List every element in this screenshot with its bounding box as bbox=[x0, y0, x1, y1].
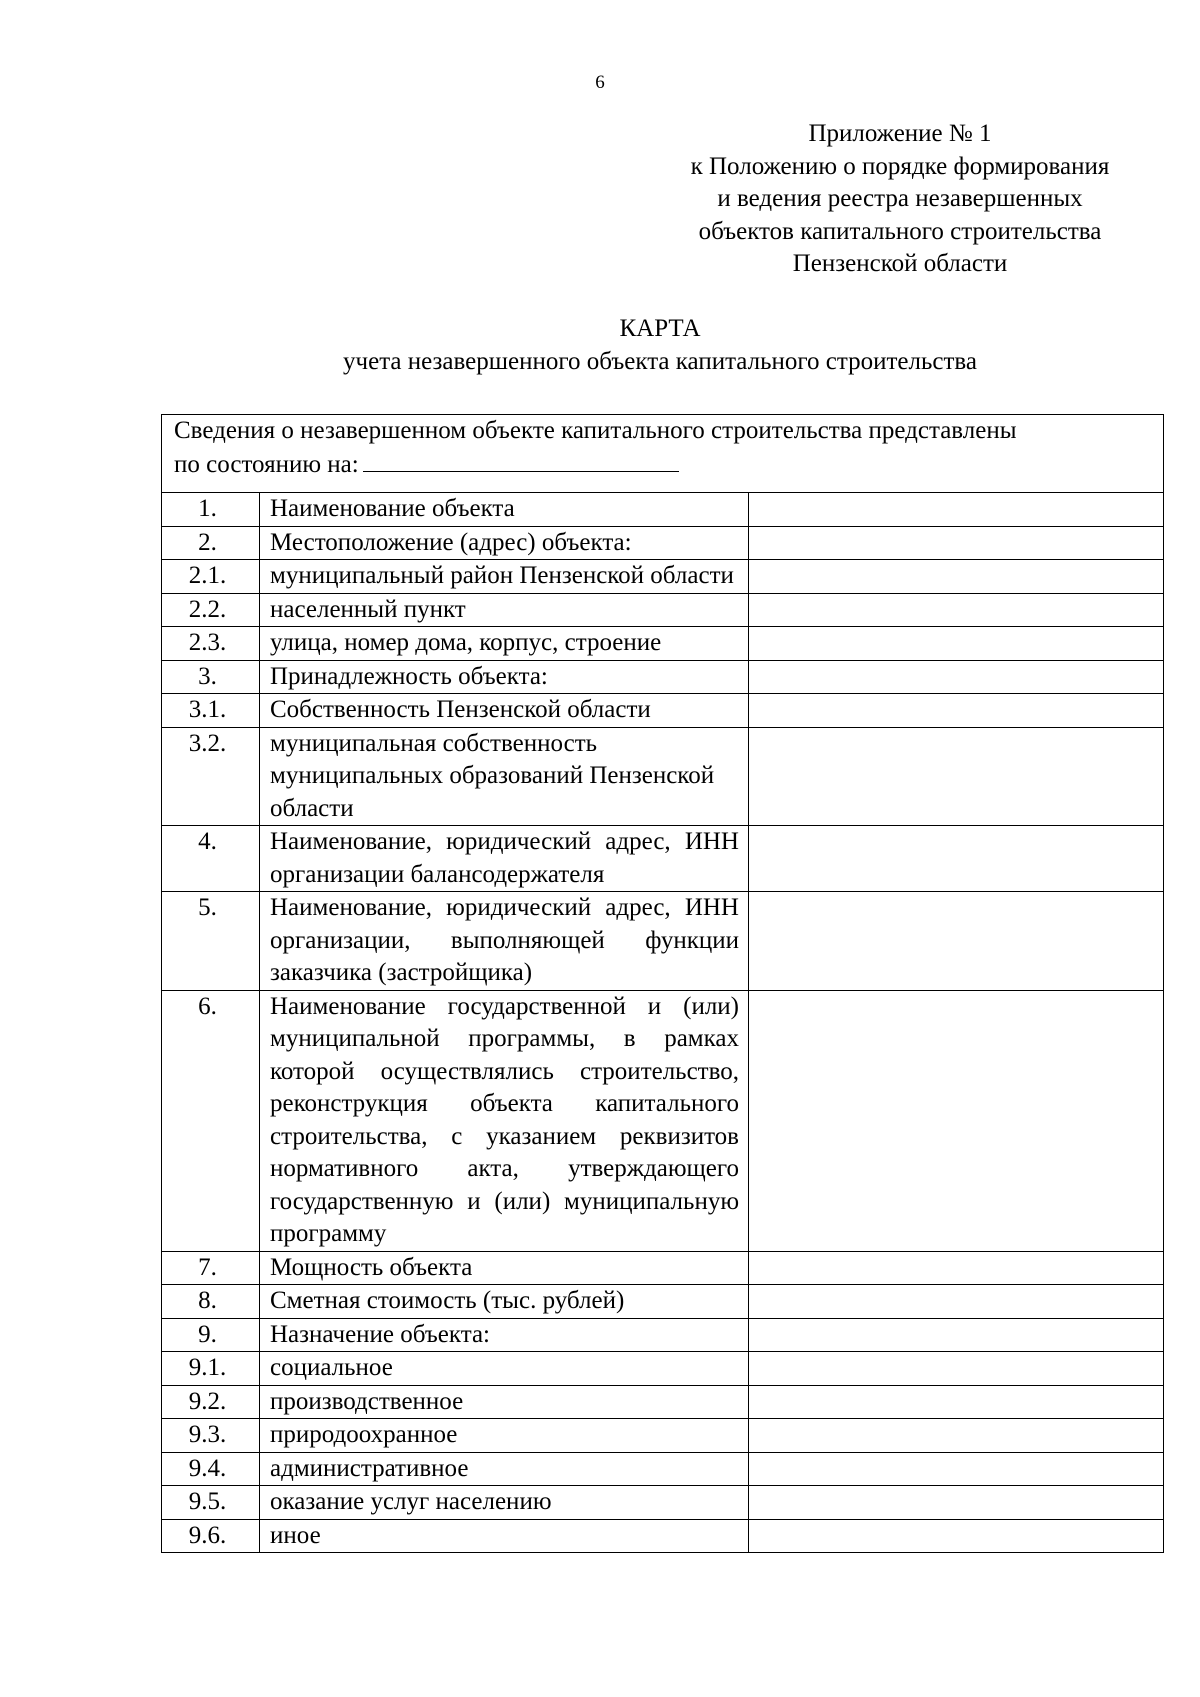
header-text-line1: Сведения о незавершенном объекте капитального строительства представлены bbox=[174, 417, 1017, 444]
row-label: Наименование государственной и (или) муниципальной программы, в рамках которой осуществлялись строительство, реконструкция объекта капитального строительства, с указанием реквизитов нормативного акта, утверждающего государственную и (или) муниципальную программу bbox=[260, 990, 749, 1251]
row-value-cell[interactable] bbox=[749, 1352, 1164, 1386]
table-row bbox=[162, 660, 1164, 694]
row-number: 4. bbox=[162, 826, 260, 892]
appendix-line: объектов капитального строительства bbox=[698, 217, 1102, 245]
row-value-cell[interactable] bbox=[749, 1452, 1164, 1486]
row-number: 9. bbox=[162, 1318, 260, 1352]
row-label: Наименование объекта bbox=[260, 493, 749, 527]
row-value-cell[interactable] bbox=[749, 1285, 1164, 1319]
row-label: производственное bbox=[260, 1385, 749, 1419]
registry-card-table bbox=[161, 414, 1164, 1553]
table-row bbox=[162, 1251, 1164, 1285]
table-row bbox=[162, 1419, 1164, 1453]
appendix-line: и ведения реестра незавершенных bbox=[717, 185, 1083, 212]
table-row bbox=[162, 1486, 1164, 1520]
row-number: 3. bbox=[162, 660, 260, 694]
row-number: 3.1. bbox=[162, 694, 260, 728]
page-number: 6 bbox=[595, 72, 605, 93]
table-row bbox=[162, 560, 1164, 594]
row-value-cell[interactable] bbox=[749, 526, 1164, 560]
table-row bbox=[162, 826, 1164, 892]
appendix-reference bbox=[640, 118, 1160, 281]
row-label: населенный пункт bbox=[260, 593, 749, 627]
row-value-cell[interactable] bbox=[749, 593, 1164, 627]
row-number: 2.3. bbox=[162, 627, 260, 661]
row-value-cell[interactable] bbox=[749, 826, 1164, 892]
table-row bbox=[162, 493, 1164, 527]
table-row bbox=[162, 727, 1164, 826]
row-label: Сметная стоимость (тыс. рублей) bbox=[260, 1285, 749, 1319]
row-number: 2.1. bbox=[162, 560, 260, 594]
table-header-cell bbox=[162, 415, 1164, 493]
row-label: иное bbox=[260, 1519, 749, 1553]
date-fill-line[interactable] bbox=[363, 447, 679, 472]
row-label: Принадлежность объекта: bbox=[260, 660, 749, 694]
row-label: Назначение объекта: bbox=[260, 1318, 749, 1352]
row-label: муниципальная собственность муниципальных образований Пензенской области bbox=[260, 727, 749, 826]
row-number: 5. bbox=[162, 892, 260, 991]
table-row bbox=[162, 1519, 1164, 1553]
table-row bbox=[162, 627, 1164, 661]
table-row bbox=[162, 990, 1164, 1251]
table-row bbox=[162, 526, 1164, 560]
row-value-cell[interactable] bbox=[749, 694, 1164, 728]
row-label: Мощность объекта bbox=[260, 1251, 749, 1285]
table-row bbox=[162, 694, 1164, 728]
row-value-cell[interactable] bbox=[749, 1251, 1164, 1285]
row-label: Местоположение (адрес) объекта: bbox=[260, 526, 749, 560]
row-number: 7. bbox=[162, 1251, 260, 1285]
table-row bbox=[162, 1452, 1164, 1486]
row-value-cell[interactable] bbox=[749, 560, 1164, 594]
row-number: 3.2. bbox=[162, 727, 260, 826]
row-value-cell[interactable] bbox=[749, 1419, 1164, 1453]
row-label: Наименование, юридический адрес, ИНН организации, выполняющей функции заказчика (застройщика) bbox=[260, 892, 749, 991]
table-row bbox=[162, 1385, 1164, 1419]
table-header-row bbox=[162, 415, 1164, 493]
row-number: 2.2. bbox=[162, 593, 260, 627]
row-number: 8. bbox=[162, 1285, 260, 1319]
appendix-line: Приложение № 1 bbox=[808, 120, 992, 147]
row-label: Собственность Пензенской области bbox=[260, 694, 749, 728]
row-value-cell[interactable] bbox=[749, 990, 1164, 1251]
row-label: природоохранное bbox=[260, 1419, 749, 1453]
title-heading: КАРТА bbox=[619, 315, 701, 342]
table-row bbox=[162, 1318, 1164, 1352]
header-text-line2: по состоянию на: bbox=[174, 451, 359, 478]
row-number: 6. bbox=[162, 990, 260, 1251]
row-value-cell[interactable] bbox=[749, 660, 1164, 694]
table-row bbox=[162, 1352, 1164, 1386]
row-number: 9.5. bbox=[162, 1486, 260, 1520]
row-value-cell[interactable] bbox=[749, 1519, 1164, 1553]
row-value-cell[interactable] bbox=[749, 627, 1164, 661]
row-number: 9.4. bbox=[162, 1452, 260, 1486]
table-row bbox=[162, 1285, 1164, 1319]
row-label: муниципальный район Пензенской области bbox=[260, 560, 749, 594]
table-row bbox=[162, 892, 1164, 991]
row-label: социальное bbox=[260, 1352, 749, 1386]
row-value-cell[interactable] bbox=[749, 892, 1164, 991]
row-label: оказание услуг населению bbox=[260, 1486, 749, 1520]
row-number: 2. bbox=[162, 526, 260, 560]
row-number: 9.6. bbox=[162, 1519, 260, 1553]
row-value-cell[interactable] bbox=[749, 1486, 1164, 1520]
row-value-cell[interactable] bbox=[749, 493, 1164, 527]
title-subheading: учета незавершенного объекта капитального строительства bbox=[343, 348, 977, 375]
appendix-line: к Положению о порядке формирования bbox=[690, 152, 1110, 180]
row-value-cell[interactable] bbox=[749, 1318, 1164, 1352]
row-number: 1. bbox=[162, 493, 260, 527]
row-label: административное bbox=[260, 1452, 749, 1486]
row-label: Наименование, юридический адрес, ИНН организации балансодержателя bbox=[260, 826, 749, 892]
appendix-line: Пензенской области bbox=[792, 250, 1008, 277]
row-value-cell[interactable] bbox=[749, 727, 1164, 826]
row-value-cell[interactable] bbox=[749, 1385, 1164, 1419]
row-number: 9.3. bbox=[162, 1419, 260, 1453]
row-label: улица, номер дома, корпус, строение bbox=[260, 627, 749, 661]
row-number: 9.1. bbox=[162, 1352, 260, 1386]
row-number: 9.2. bbox=[162, 1385, 260, 1419]
table-row bbox=[162, 593, 1164, 627]
document-title bbox=[160, 312, 1160, 378]
